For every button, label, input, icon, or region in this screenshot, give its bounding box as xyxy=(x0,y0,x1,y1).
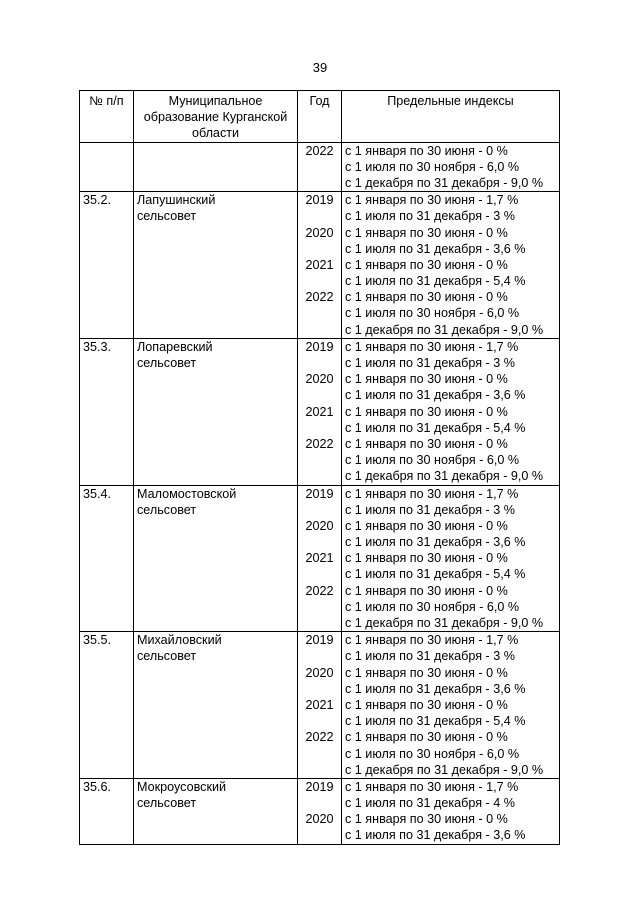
index-line: с 1 июля по 31 декабря - 5,4 % xyxy=(345,714,526,729)
municipality-name-line: Михайловский xyxy=(137,633,222,648)
index-line: с 1 июля по 31 декабря - 5,4 % xyxy=(345,420,526,435)
index-line: с 1 января по 30 июня - 0 % xyxy=(345,436,508,451)
year-spacer xyxy=(301,615,338,631)
index-line: с 1 января по 30 июня - 0 % xyxy=(345,697,508,712)
year-label: 2020 xyxy=(305,518,334,533)
year-label: 2021 xyxy=(305,551,334,566)
year-spacer xyxy=(301,420,338,436)
index-line: с 1 июля по 31 декабря - 3,6 % xyxy=(345,681,526,696)
index-line: с 1 января по 30 июня - 0 % xyxy=(345,225,508,240)
municipality-name-line: сельсовет xyxy=(137,796,197,811)
year-spacer xyxy=(301,208,338,224)
index-line: с 1 июля по 31 декабря - 3,6 % xyxy=(345,388,526,403)
index-line: с 1 июля по 30 ноября - 6,0 % xyxy=(345,306,520,321)
table-row xyxy=(80,192,560,339)
year-spacer xyxy=(301,241,338,257)
year-label: 2022 xyxy=(305,583,334,598)
index-line: с 1 января по 30 июня - 0 % xyxy=(345,290,508,305)
index-cell xyxy=(342,338,560,485)
municipality-cell xyxy=(134,142,298,192)
index-line: с 1 января по 30 июня - 0 % xyxy=(345,518,508,533)
index-line: с 1 декабря по 31 декабря - 9,0 % xyxy=(345,469,544,484)
index-line: с 1 января по 30 июня - 0 % xyxy=(345,665,508,680)
year-label: 2020 xyxy=(305,225,334,240)
year-label: 2020 xyxy=(305,372,334,387)
year-cell xyxy=(298,632,342,779)
index-line: с 1 января по 30 июня - 1,7 % xyxy=(345,633,519,648)
municipality-name-line: сельсовет xyxy=(137,209,197,224)
year-cell xyxy=(298,778,342,844)
index-line: с 1 января по 30 июня - 0 % xyxy=(345,257,508,272)
year-label: 2019 xyxy=(305,633,334,648)
year-spacer xyxy=(301,713,338,729)
year-spacer xyxy=(301,648,338,664)
table-header-row xyxy=(80,91,560,143)
header-municipality: Муниципальное образование Курганской области xyxy=(134,91,298,143)
year-label: 2019 xyxy=(305,339,334,354)
row-number: 35.4. xyxy=(80,485,134,632)
table-row xyxy=(80,338,560,485)
year-spacer xyxy=(301,175,338,191)
row-number: 35.2. xyxy=(80,192,134,339)
index-line: с 1 июля по 30 ноября - 6,0 % xyxy=(345,746,520,761)
year-cell xyxy=(298,192,342,339)
year-spacer xyxy=(301,322,338,338)
index-line: с 1 января по 30 июня - 0 % xyxy=(345,404,508,419)
index-line: с 1 декабря по 31 декабря - 9,0 % xyxy=(345,175,544,190)
year-label: 2022 xyxy=(305,290,334,305)
index-line: с 1 июля по 30 ноября - 6,0 % xyxy=(345,159,520,174)
index-line: с 1 июля по 31 декабря - 4 % xyxy=(345,796,515,811)
municipality-name-line: Маломостовской xyxy=(137,486,237,501)
year-label: 2019 xyxy=(305,193,334,208)
index-cell xyxy=(342,142,560,192)
page-number: 39 xyxy=(312,60,328,75)
index-line: с 1 июля по 31 декабря - 3,6 % xyxy=(345,241,526,256)
municipality-name-line: Мокроусовский xyxy=(137,779,227,794)
header-number: № п/п xyxy=(80,91,134,143)
year-spacer xyxy=(301,452,338,468)
municipality-cell xyxy=(134,778,298,844)
index-line: с 1 января по 30 июня - 0 % xyxy=(345,812,508,827)
year-spacer xyxy=(301,387,338,403)
index-line: с 1 января по 30 июня - 0 % xyxy=(345,551,508,566)
index-cell xyxy=(342,778,560,844)
table-body xyxy=(80,142,560,844)
index-line: с 1 июля по 31 декабря - 5,4 % xyxy=(345,567,526,582)
index-line: с 1 июля по 30 ноября - 6,0 % xyxy=(345,453,520,468)
year-spacer xyxy=(301,502,338,518)
index-cell xyxy=(342,192,560,339)
year-spacer xyxy=(301,566,338,582)
year-label: 2019 xyxy=(305,779,334,794)
year-spacer xyxy=(301,746,338,762)
index-line: с 1 июля по 31 декабря - 3,6 % xyxy=(345,535,526,550)
municipality-cell xyxy=(134,338,298,485)
year-label: 2020 xyxy=(305,812,334,827)
municipality-name-line: сельсовет xyxy=(137,502,197,517)
index-line: с 1 декабря по 31 декабря - 9,0 % xyxy=(345,762,544,777)
year-spacer xyxy=(301,273,338,289)
index-line: с 1 декабря по 31 декабря - 9,0 % xyxy=(345,616,544,631)
index-line: с 1 июля по 31 декабря - 3 % xyxy=(345,356,515,371)
year-cell xyxy=(298,338,342,485)
index-line: с 1 января по 30 июня - 0 % xyxy=(345,583,508,598)
municipality-cell xyxy=(134,192,298,339)
year-spacer xyxy=(301,827,338,843)
header-index: Предельные индексы xyxy=(342,91,560,143)
index-line: с 1 июля по 31 декабря - 3,6 % xyxy=(345,828,526,843)
municipality-name-line: Лапушинский xyxy=(137,193,216,208)
year-spacer xyxy=(301,795,338,811)
year-label: 2021 xyxy=(305,697,334,712)
index-line: с 1 июля по 31 декабря - 3 % xyxy=(345,649,515,664)
year-cell xyxy=(298,485,342,632)
row-number: 35.5. xyxy=(80,632,134,779)
indices-table xyxy=(79,90,560,845)
year-label: 2020 xyxy=(305,665,334,680)
year-spacer xyxy=(301,534,338,550)
municipality-name-line: сельсовет xyxy=(137,356,197,371)
index-line: с 1 января по 30 июня - 0 % xyxy=(345,143,508,158)
index-cell xyxy=(342,632,560,779)
municipality-cell xyxy=(134,485,298,632)
year-spacer xyxy=(301,468,338,484)
row-number: 35.6. xyxy=(80,778,134,844)
year-spacer xyxy=(301,305,338,321)
index-line: с 1 января по 30 июня - 0 % xyxy=(345,730,508,745)
year-label: 2022 xyxy=(305,436,334,451)
table-row xyxy=(80,142,560,192)
row-number xyxy=(80,142,134,192)
year-spacer xyxy=(301,355,338,371)
index-line: с 1 января по 30 июня - 0 % xyxy=(345,372,508,387)
index-line: с 1 января по 30 июня - 1,7 % xyxy=(345,486,519,501)
index-line: с 1 января по 30 июня - 1,7 % xyxy=(345,193,519,208)
year-spacer xyxy=(301,681,338,697)
municipality-name-line: сельсовет xyxy=(137,649,197,664)
table-row xyxy=(80,778,560,844)
index-line: с 1 июля по 31 декабря - 3 % xyxy=(345,502,515,517)
index-line: с 1 декабря по 31 декабря - 9,0 % xyxy=(345,322,544,337)
municipality-cell xyxy=(134,632,298,779)
year-spacer xyxy=(301,159,338,175)
table-row xyxy=(80,485,560,632)
year-spacer xyxy=(301,599,338,615)
index-line: с 1 июля по 31 декабря - 5,4 % xyxy=(345,274,526,289)
row-number: 35.3. xyxy=(80,338,134,485)
header-year: Год xyxy=(298,91,342,143)
year-label: 2019 xyxy=(305,486,334,501)
year-label: 2022 xyxy=(305,143,334,158)
year-label: 2021 xyxy=(305,257,334,272)
index-line: с 1 июля по 31 декабря - 3 % xyxy=(345,209,515,224)
index-line: с 1 июля по 30 ноября - 6,0 % xyxy=(345,599,520,614)
year-spacer xyxy=(301,762,338,778)
table-row xyxy=(80,632,560,779)
year-cell xyxy=(298,142,342,192)
year-label: 2021 xyxy=(305,404,334,419)
year-label: 2022 xyxy=(305,730,334,745)
municipality-name-line: Лопаревский xyxy=(137,339,213,354)
index-line: с 1 января по 30 июня - 1,7 % xyxy=(345,779,519,794)
index-cell xyxy=(342,485,560,632)
index-line: с 1 января по 30 июня - 1,7 % xyxy=(345,339,519,354)
